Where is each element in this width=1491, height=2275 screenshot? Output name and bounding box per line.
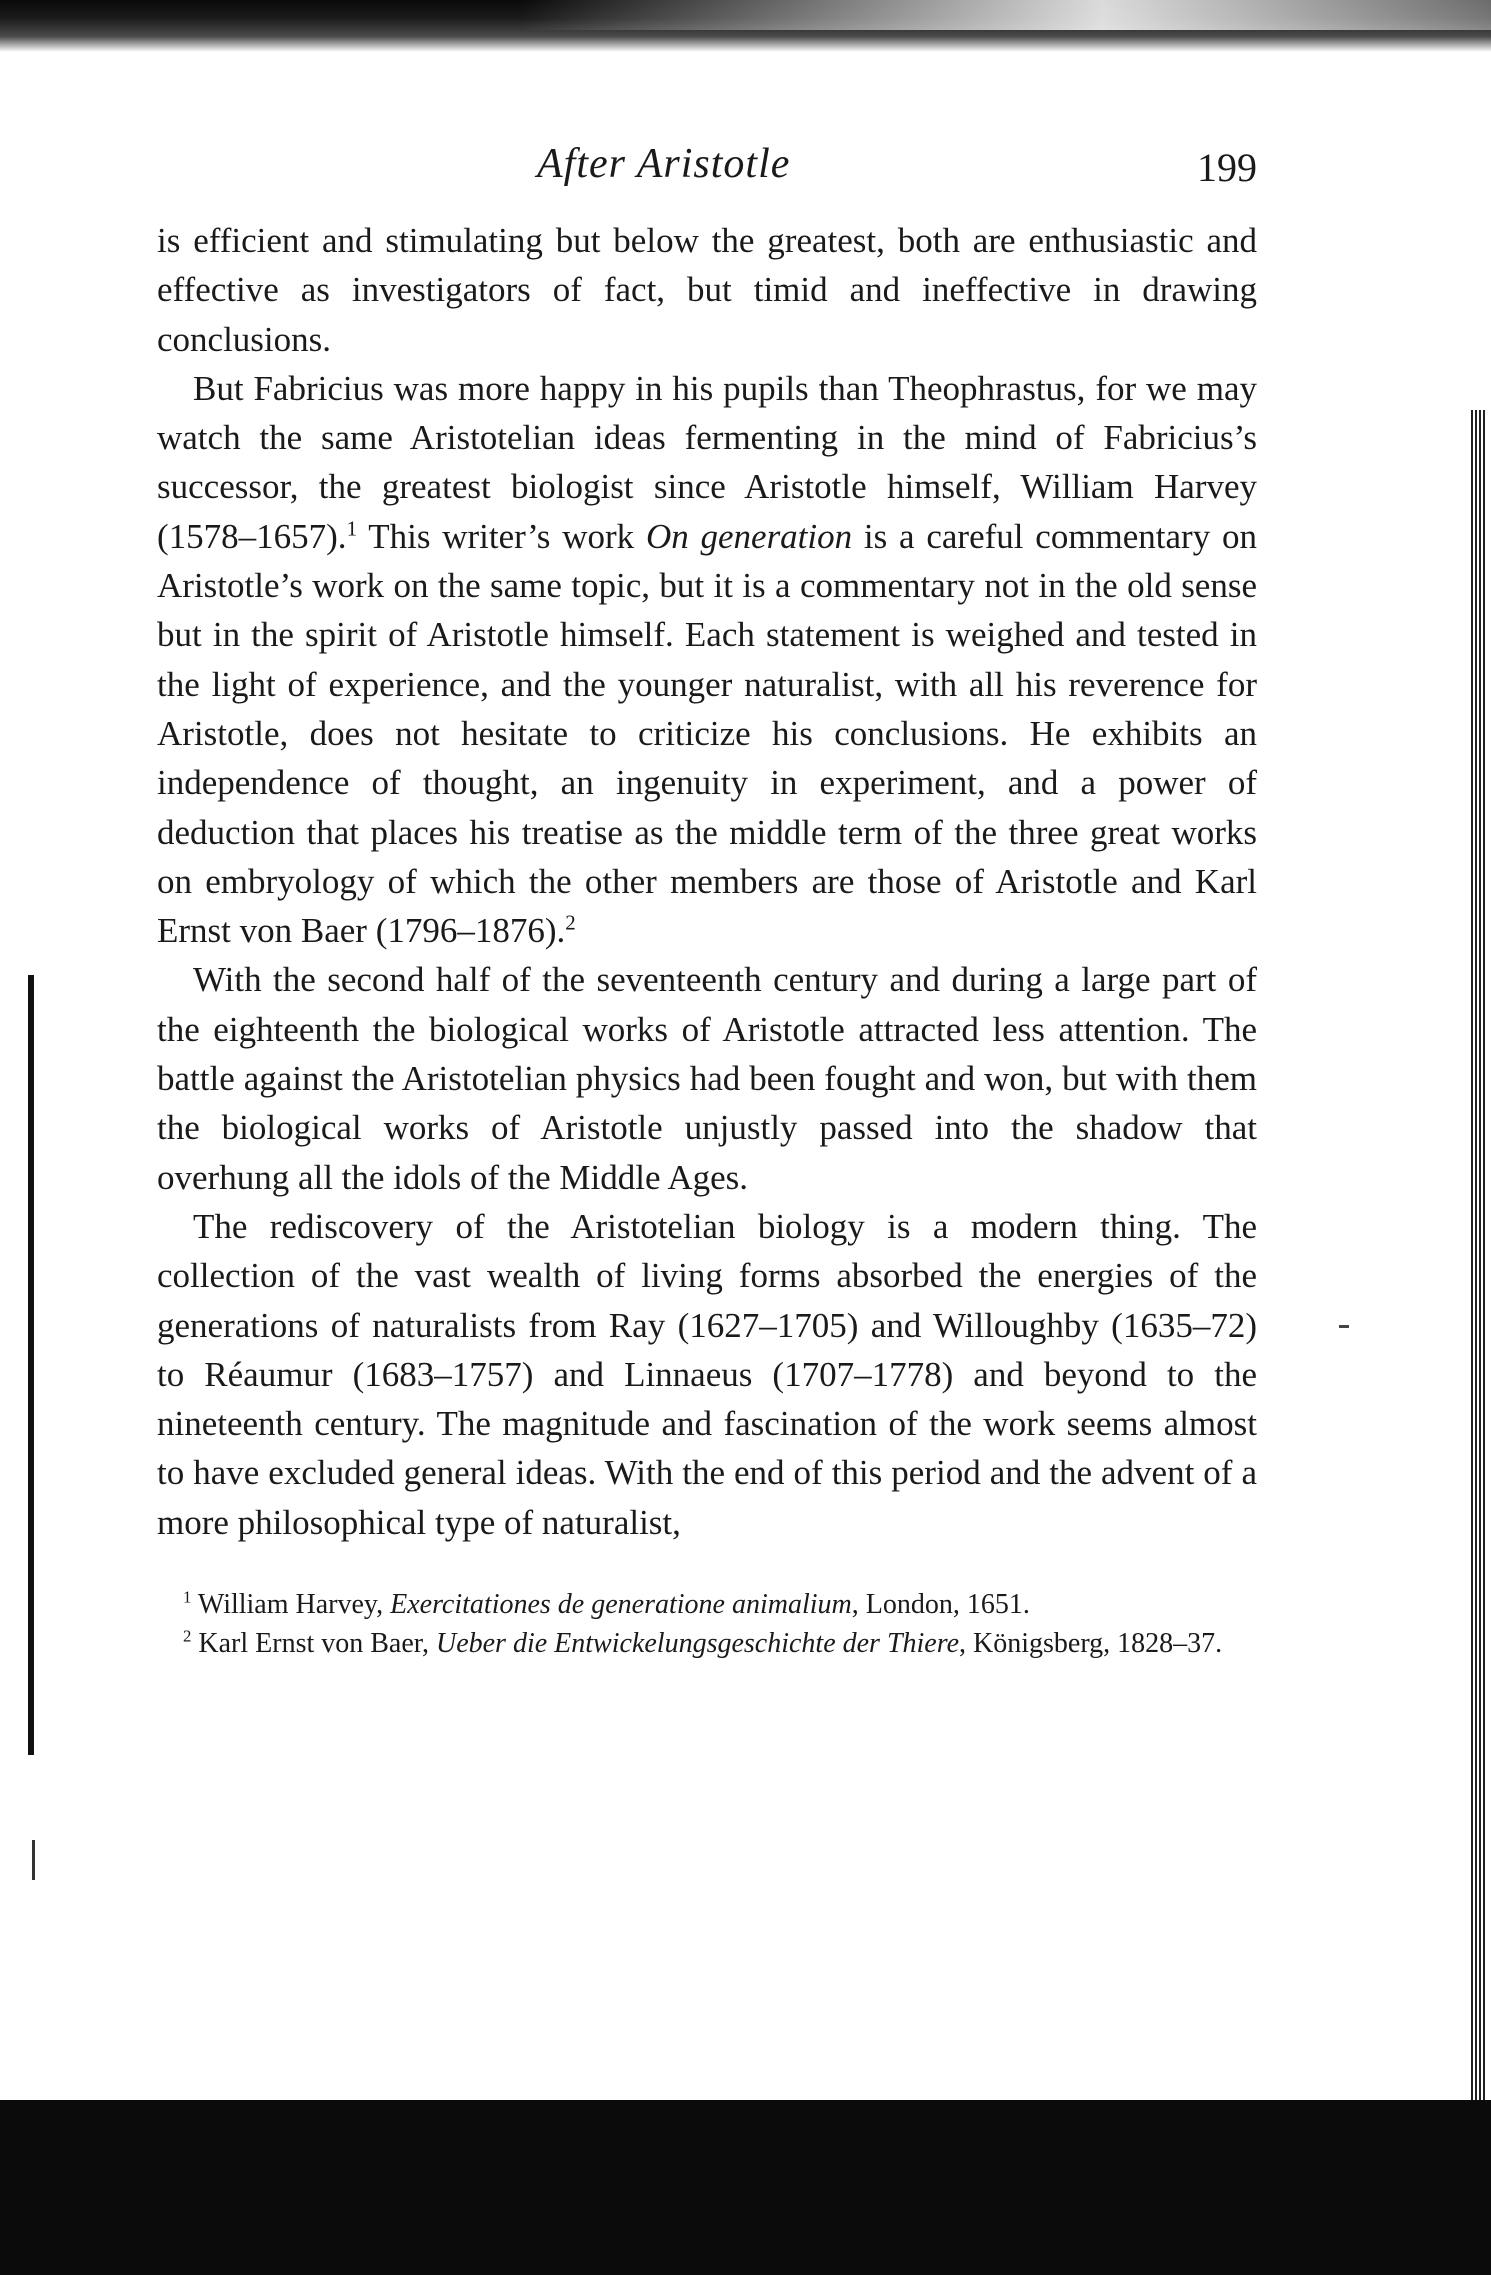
text-run: The rediscovery of the Aristotelian biology is a modern thing. The collection of the vast wealth of living forms absorbed the energies of the generations of naturalists from Ray (1627–1705) and Willoughby (1635–72) to Réaumur (1683–1757) and Linnaeus (1707–1778) and beyond to the nineteenth century. The magnitude and fascination of the work seems almost to have excluded general ideas. With the end of this period and the advent of a more philosophical type of naturalist, bbox=[157, 1206, 1257, 1542]
scan-margin-line bbox=[28, 975, 34, 1755]
footnote-marker: 2 bbox=[565, 910, 576, 935]
book-page bbox=[157, 140, 1257, 1663]
page-edge-stack bbox=[1471, 410, 1485, 2170]
text-run: is efficient and stimulating but below the greatest, both are enthusiastic and effective as investigators of fact, but timid and ineffective in drawing conclusions. bbox=[157, 221, 1257, 359]
footnote bbox=[157, 1585, 1257, 1624]
scan-border-top-fade bbox=[520, 0, 1491, 30]
footnote bbox=[157, 1624, 1257, 1663]
text-run: , London, 1651. bbox=[851, 1589, 1030, 1621]
text-run: This writer’s work bbox=[357, 516, 646, 556]
running-title: After Aristotle bbox=[537, 141, 791, 187]
scan-margin-mark bbox=[1339, 1325, 1349, 1328]
footnotes bbox=[157, 1585, 1257, 1663]
text-run: is a careful commentary on Aristotle’s work on the same topic, but it is a commentary not in the old sense but in the spirit of Aristotle himself. Each statement is weighed and tested in the light of experience, and the younger naturalist, with all his reverence for Aristotle, does not hesitate to criticize his conclusions. He exhibits an independence of thought, an ingenuity in experiment, and a power of deduction that places his treatise as the middle term of the three great works on embryology of which the other members are those of Aristotle and Karl Ernst von Baer (1796–1876). bbox=[157, 516, 1257, 951]
paragraph bbox=[157, 1202, 1257, 1547]
text-run: But Fabricius was more happy in his pupils than Theophrastus, for we may watch the same Aristotelian ideas fermenting in the mind of Fabricius’s successor, the greatest biologist since Aristotle himself, William Harvey (1578–1657). bbox=[157, 368, 1257, 556]
body-text bbox=[157, 216, 1257, 1547]
running-head bbox=[157, 140, 1257, 200]
footnote-marker: 2 bbox=[183, 1626, 192, 1646]
scan-margin-mark bbox=[32, 1840, 35, 1880]
paragraph bbox=[157, 364, 1257, 956]
italic-title: On generation bbox=[645, 516, 853, 556]
page-number: 199 bbox=[1197, 145, 1257, 190]
text-run: With the second half of the seventeenth century and during a large part of the eighteenth the biological works of Aristotle attracted less attention. The battle against the Aristotelian physics had been fought and won, but with them the biological works of Aristotle unjustly passed into the shadow that overhung all the idols of the Middle Ages. bbox=[157, 960, 1257, 1197]
text-run: Karl Ernst von Baer, bbox=[191, 1628, 436, 1660]
footnote-marker: 1 bbox=[346, 516, 358, 541]
footnote-marker: 1 bbox=[183, 1587, 192, 1607]
text-run: William Harvey, bbox=[191, 1589, 391, 1621]
italic-title: Exercitationes de generatione animalium bbox=[390, 1589, 852, 1621]
italic-title: Ueber die Entwickelungsgeschichte der Thiere bbox=[435, 1628, 960, 1660]
scan-border-bottom bbox=[0, 2100, 1491, 2275]
paragraph bbox=[157, 216, 1257, 364]
paragraph bbox=[157, 955, 1257, 1201]
text-run: , Königsberg, 1828–37. bbox=[959, 1628, 1223, 1660]
